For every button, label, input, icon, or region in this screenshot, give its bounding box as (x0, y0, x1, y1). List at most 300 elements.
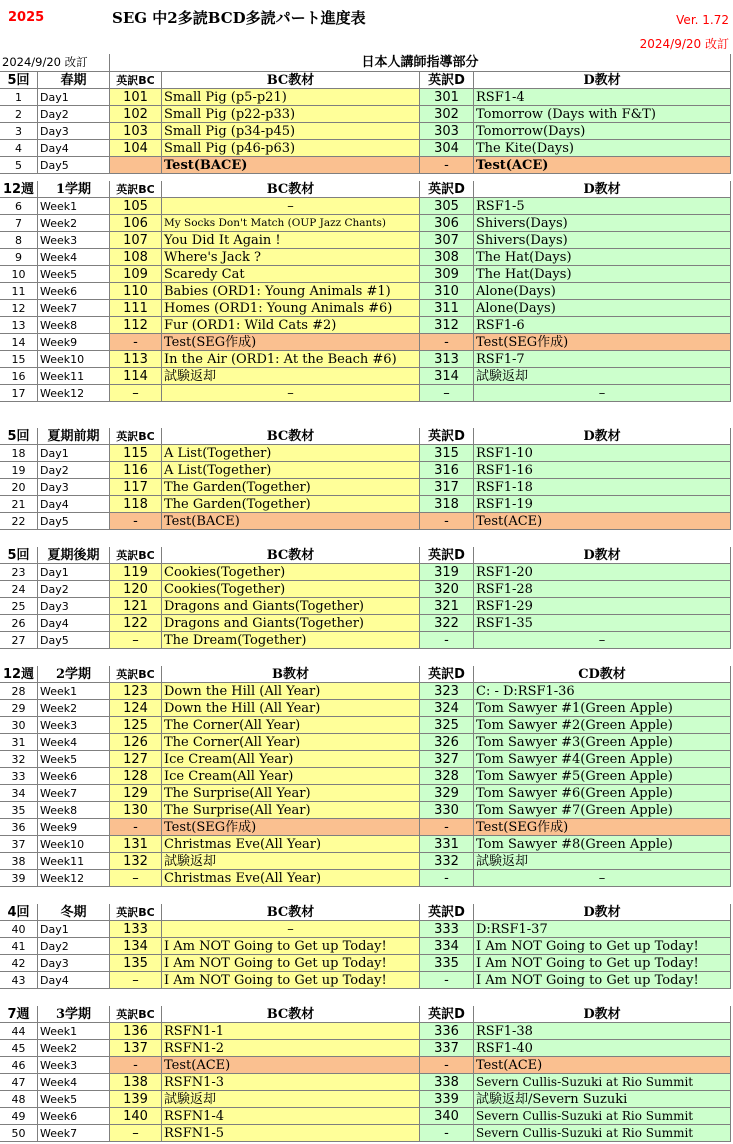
row-number: 26 (0, 615, 38, 632)
bc-material-header: BC教材 (162, 1006, 420, 1023)
section-term: 3学期 (38, 1006, 110, 1023)
bc-number: 135 (110, 955, 162, 972)
section-header-row (0, 666, 733, 683)
bc-number: 116 (110, 462, 162, 479)
d-material: Severn Cullis-Suzuki at Rio Summit (474, 1074, 731, 1091)
row-day: Day4 (38, 140, 110, 157)
table-row (0, 445, 733, 462)
row-number: 40 (0, 921, 38, 938)
bc-material: Test(BACE) (162, 157, 420, 174)
row-day: Week9 (38, 819, 110, 836)
bc-material-header: BC教材 (162, 547, 420, 564)
row-number: 39 (0, 870, 38, 887)
bc-number-header: 英訳BC (110, 1006, 162, 1023)
table-row (0, 368, 733, 385)
bc-material: RSFN1-5 (162, 1125, 420, 1142)
d-number: 328 (420, 768, 474, 785)
d-number: 337 (420, 1040, 474, 1057)
table-row (0, 462, 733, 479)
row-day: Week3 (38, 232, 110, 249)
row-day: Week5 (38, 751, 110, 768)
table-row (0, 351, 733, 368)
table-row (0, 751, 733, 768)
bc-number: 126 (110, 734, 162, 751)
d-material: RSF1-6 (474, 317, 731, 334)
d-material: – (474, 385, 731, 402)
bc-number: – (110, 385, 162, 402)
d-material-header: D教材 (474, 181, 731, 198)
bc-material: Down the Hill (All Year) (162, 700, 420, 717)
d-number: - (420, 632, 474, 649)
bc-number: 105 (110, 198, 162, 215)
table-row (0, 717, 733, 734)
d-number: 334 (420, 938, 474, 955)
bc-material: – (162, 385, 420, 402)
d-material: RSF1-20 (474, 564, 731, 581)
row-number: 8 (0, 232, 38, 249)
row-number: 14 (0, 334, 38, 351)
row-number: 41 (0, 938, 38, 955)
table-row (0, 615, 733, 632)
d-material-header: D教材 (474, 547, 731, 564)
row-day: Week10 (38, 836, 110, 853)
bc-material-header: B教材 (162, 666, 420, 683)
bc-material: – (162, 921, 420, 938)
row-day: Week5 (38, 1091, 110, 1108)
bc-number: - (110, 819, 162, 836)
bc-material: The Surprise(All Year) (162, 785, 420, 802)
row-number: 34 (0, 785, 38, 802)
bc-number: 103 (110, 123, 162, 140)
table-row (0, 734, 733, 751)
bc-number: 113 (110, 351, 162, 368)
row-day: Week2 (38, 215, 110, 232)
section-header-row (0, 181, 733, 198)
row-day: Day3 (38, 955, 110, 972)
table-row (0, 972, 733, 989)
row-number: 3 (0, 123, 38, 140)
revision-row (0, 36, 733, 54)
bc-material: Test(SEG作成) (162, 334, 420, 351)
section-count: 12週 (0, 666, 38, 683)
bc-number: – (110, 870, 162, 887)
bc-number: 139 (110, 1091, 162, 1108)
bc-number: 127 (110, 751, 162, 768)
d-material: – (474, 870, 731, 887)
d-number: - (420, 972, 474, 989)
row-number: 1 (0, 89, 38, 106)
d-material: Test(ACE) (474, 1057, 731, 1074)
bc-material: Cookies(Together) (162, 564, 420, 581)
row-number: 38 (0, 853, 38, 870)
bc-number: 124 (110, 700, 162, 717)
row-number: 10 (0, 266, 38, 283)
d-number-header: 英訳D (420, 547, 474, 564)
table-row (0, 598, 733, 615)
d-number: 315 (420, 445, 474, 462)
bc-material: Down the Hill (All Year) (162, 683, 420, 700)
row-number: 35 (0, 802, 38, 819)
d-material: RSF1-10 (474, 445, 731, 462)
table-row (0, 955, 733, 972)
row-number: 27 (0, 632, 38, 649)
d-number-header: 英訳D (420, 904, 474, 921)
row-number: 9 (0, 249, 38, 266)
bc-number: 121 (110, 598, 162, 615)
d-number: 326 (420, 734, 474, 751)
d-material: RSF1-7 (474, 351, 731, 368)
d-number: 332 (420, 853, 474, 870)
table-row (0, 802, 733, 819)
bc-number: 138 (110, 1074, 162, 1091)
row-day: Week7 (38, 785, 110, 802)
row-number: 6 (0, 198, 38, 215)
bc-material: Small Pig (p46-p63) (162, 140, 420, 157)
row-number: 37 (0, 836, 38, 853)
table-row (0, 317, 733, 334)
d-number: 335 (420, 955, 474, 972)
d-number: 307 (420, 232, 474, 249)
bc-material: A List(Together) (162, 462, 420, 479)
bc-material: Test(BACE) (162, 513, 420, 530)
d-material: RSF1-18 (474, 479, 731, 496)
bc-number: 120 (110, 581, 162, 598)
row-day: Day4 (38, 496, 110, 513)
row-day: Day1 (38, 921, 110, 938)
section-term: 夏期前期 (38, 428, 110, 445)
d-material: 試験返却/Severn Suzuki (474, 1091, 731, 1108)
page-title: SEG 中2多読BCD多読パート進度表 (112, 9, 366, 27)
bc-material: Small Pig (p22-p33) (162, 106, 420, 123)
table-row (0, 870, 733, 887)
row-number: 20 (0, 479, 38, 496)
bc-material: The Garden(Together) (162, 479, 420, 496)
bc-material: Scaredy Cat (162, 266, 420, 283)
row-day: Week6 (38, 1108, 110, 1125)
bc-material: Ice Cream(All Year) (162, 768, 420, 785)
table-row (0, 140, 733, 157)
d-number-header: 英訳D (420, 1006, 474, 1023)
d-material: Tom Sawyer #3(Green Apple) (474, 734, 731, 751)
table-row (0, 1074, 733, 1091)
row-day: Week3 (38, 717, 110, 734)
d-number: 305 (420, 198, 474, 215)
row-day: Day1 (38, 89, 110, 106)
d-number: 320 (420, 581, 474, 598)
row-number: 44 (0, 1023, 38, 1040)
d-number: 323 (420, 683, 474, 700)
section-count: 12週 (0, 181, 38, 198)
d-material-header: D教材 (474, 904, 731, 921)
bc-number: 133 (110, 921, 162, 938)
d-material-header: D教材 (474, 1006, 731, 1023)
bc-material: Ice Cream(All Year) (162, 751, 420, 768)
row-day: Week6 (38, 283, 110, 300)
section-header-row (0, 547, 733, 564)
d-number: 313 (420, 351, 474, 368)
d-number: - (420, 157, 474, 174)
table-row (0, 198, 733, 215)
d-number: – (420, 385, 474, 402)
d-material: Tomorrow (Days with F&T) (474, 106, 731, 123)
bc-material: Homes (ORD1: Young Animals #6) (162, 300, 420, 317)
d-number-header: 英訳D (420, 666, 474, 683)
table-row (0, 836, 733, 853)
bc-number-header: 英訳BC (110, 428, 162, 445)
table-row (0, 785, 733, 802)
bc-material: I Am NOT Going to Get up Today! (162, 955, 420, 972)
table-row (0, 564, 733, 581)
row-number: 50 (0, 1125, 38, 1142)
d-number: 310 (420, 283, 474, 300)
table-row (0, 1125, 733, 1142)
d-material: I Am NOT Going to Get up Today! (474, 938, 731, 955)
row-day: Day1 (38, 445, 110, 462)
section-header-row (0, 428, 733, 445)
d-number: 306 (420, 215, 474, 232)
d-number: - (420, 513, 474, 530)
bc-material: You Did It Again ! (162, 232, 420, 249)
d-material: RSF1-28 (474, 581, 731, 598)
bc-material: Christmas Eve(All Year) (162, 836, 420, 853)
section-count: 7週 (0, 1006, 38, 1023)
bc-number: - (110, 1057, 162, 1074)
bc-number-header: 英訳BC (110, 181, 162, 198)
d-material: Severn Cullis-Suzuki at Rio Summit (474, 1125, 731, 1142)
table-row (0, 819, 733, 836)
bc-number-header: 英訳BC (110, 904, 162, 921)
row-day: Day1 (38, 564, 110, 581)
row-day: Week4 (38, 734, 110, 751)
d-material: Tom Sawyer #2(Green Apple) (474, 717, 731, 734)
table-row (0, 1040, 733, 1057)
row-day: Week10 (38, 351, 110, 368)
bc-number: 132 (110, 853, 162, 870)
row-day: Week5 (38, 266, 110, 283)
row-number: 11 (0, 283, 38, 300)
d-number: 316 (420, 462, 474, 479)
row-number: 15 (0, 351, 38, 368)
bc-material: Test(SEG作成) (162, 819, 420, 836)
row-number: 48 (0, 1091, 38, 1108)
bc-number: 122 (110, 615, 162, 632)
table-row (0, 232, 733, 249)
d-material: Alone(Days) (474, 300, 731, 317)
bc-material: My Socks Don't Match (OUP Jazz Chants) (162, 215, 420, 232)
bc-number: – (110, 972, 162, 989)
section-term: 夏期後期 (38, 547, 110, 564)
row-day: Day4 (38, 615, 110, 632)
table-row (0, 157, 733, 174)
d-number: 302 (420, 106, 474, 123)
table-row (0, 1108, 733, 1125)
year-label: 2025 (8, 10, 45, 25)
section-count: 5回 (0, 72, 38, 89)
d-material: RSF1-4 (474, 89, 731, 106)
section-header-row (0, 904, 733, 921)
d-material: Test(SEG作成) (474, 819, 731, 836)
section-row (0, 54, 733, 72)
d-number: 311 (420, 300, 474, 317)
section-header-row (0, 1006, 733, 1023)
bc-number: 118 (110, 496, 162, 513)
row-day: Day3 (38, 598, 110, 615)
bc-number: 107 (110, 232, 162, 249)
bc-material: The Dream(Together) (162, 632, 420, 649)
d-material: RSF1-35 (474, 615, 731, 632)
bc-material: The Corner(All Year) (162, 734, 420, 751)
d-number: 309 (420, 266, 474, 283)
row-day: Week11 (38, 368, 110, 385)
d-material: RSF1-40 (474, 1040, 731, 1057)
row-number: 5 (0, 157, 38, 174)
bc-number: 114 (110, 368, 162, 385)
row-number: 25 (0, 598, 38, 615)
d-number: 319 (420, 564, 474, 581)
bc-number: 123 (110, 683, 162, 700)
section-term: 1学期 (38, 181, 110, 198)
bc-number: 129 (110, 785, 162, 802)
d-number: 304 (420, 140, 474, 157)
d-material: – (474, 632, 731, 649)
bc-number: 134 (110, 938, 162, 955)
bc-material: Fur (ORD1: Wild Cats #2) (162, 317, 420, 334)
table-row (0, 632, 733, 649)
row-number: 24 (0, 581, 38, 598)
row-number: 7 (0, 215, 38, 232)
bc-number: 112 (110, 317, 162, 334)
row-number: 31 (0, 734, 38, 751)
table-row (0, 496, 733, 513)
d-material: Tomorrow(Days) (474, 123, 731, 140)
table-row (0, 283, 733, 300)
row-day: Day2 (38, 106, 110, 123)
d-material: Severn Cullis-Suzuki at Rio Summit (474, 1108, 731, 1125)
d-number: 314 (420, 368, 474, 385)
d-material: Shivers(Days) (474, 215, 731, 232)
d-material: Tom Sawyer #5(Green Apple) (474, 768, 731, 785)
d-material: 試験返却 (474, 853, 731, 870)
bc-material: I Am NOT Going to Get up Today! (162, 938, 420, 955)
d-material-header: CD教材 (474, 666, 731, 683)
bc-material: Where's Jack ? (162, 249, 420, 266)
d-material: 試験返却 (474, 368, 731, 385)
d-number: 322 (420, 615, 474, 632)
d-material: RSF1-38 (474, 1023, 731, 1040)
row-day: Day2 (38, 581, 110, 598)
d-number: 324 (420, 700, 474, 717)
d-number: 308 (420, 249, 474, 266)
row-day: Week12 (38, 870, 110, 887)
bc-number: - (110, 513, 162, 530)
bc-number: 119 (110, 564, 162, 581)
bc-number: - (110, 334, 162, 351)
bc-number: 110 (110, 283, 162, 300)
bc-material: The Garden(Together) (162, 496, 420, 513)
bc-material: 試験返却 (162, 853, 420, 870)
bc-material: – (162, 198, 420, 215)
d-material: Shivers(Days) (474, 232, 731, 249)
d-number-header: 英訳D (420, 181, 474, 198)
row-day: Week1 (38, 1023, 110, 1040)
table-row (0, 249, 733, 266)
d-number: 333 (420, 921, 474, 938)
d-material: RSF1-29 (474, 598, 731, 615)
bc-number-header: 英訳BC (110, 547, 162, 564)
d-material: The Hat(Days) (474, 266, 731, 283)
d-material: C: - D:RSF1-36 (474, 683, 731, 700)
row-number: 23 (0, 564, 38, 581)
row-number: 32 (0, 751, 38, 768)
bc-number: 108 (110, 249, 162, 266)
table-row (0, 89, 733, 106)
row-day: Day3 (38, 479, 110, 496)
bc-number: 128 (110, 768, 162, 785)
bc-material-header: BC教材 (162, 72, 420, 89)
row-number: 42 (0, 955, 38, 972)
d-number-header: 英訳D (420, 428, 474, 445)
d-material: Tom Sawyer #1(Green Apple) (474, 700, 731, 717)
row-day: Week6 (38, 768, 110, 785)
row-number: 46 (0, 1057, 38, 1074)
table-row (0, 700, 733, 717)
section-term: 冬期 (38, 904, 110, 921)
d-material-header: D教材 (474, 428, 731, 445)
row-day: Week7 (38, 300, 110, 317)
bc-material: RSFN1-3 (162, 1074, 420, 1091)
revision-left-label: 2024/9/20 改訂 (0, 54, 110, 72)
row-number: 21 (0, 496, 38, 513)
row-day: Week3 (38, 1057, 110, 1074)
d-number: - (420, 334, 474, 351)
row-day: Week1 (38, 683, 110, 700)
bc-number: – (110, 1125, 162, 1142)
table-row (0, 581, 733, 598)
bc-number: 136 (110, 1023, 162, 1040)
bc-material: RSFN1-2 (162, 1040, 420, 1057)
table-row (0, 921, 733, 938)
d-number: 303 (420, 123, 474, 140)
row-day: Week12 (38, 385, 110, 402)
d-material: Alone(Days) (474, 283, 731, 300)
section-count: 4回 (0, 904, 38, 921)
bc-number: 111 (110, 300, 162, 317)
bc-material: Test(ACE) (162, 1057, 420, 1074)
d-number: 317 (420, 479, 474, 496)
table-row (0, 266, 733, 283)
bc-number: 115 (110, 445, 162, 462)
bc-number: 117 (110, 479, 162, 496)
row-day: Week2 (38, 1040, 110, 1057)
d-material: I Am NOT Going to Get up Today! (474, 955, 731, 972)
row-day: Week9 (38, 334, 110, 351)
table-row (0, 513, 733, 530)
row-number: 36 (0, 819, 38, 836)
bc-number: 106 (110, 215, 162, 232)
row-number: 2 (0, 106, 38, 123)
bc-material-header: BC教材 (162, 428, 420, 445)
row-number: 49 (0, 1108, 38, 1125)
row-number: 28 (0, 683, 38, 700)
row-day: Week8 (38, 317, 110, 334)
d-number: - (420, 1125, 474, 1142)
row-day: Day5 (38, 632, 110, 649)
row-number: 47 (0, 1074, 38, 1091)
d-number: 330 (420, 802, 474, 819)
row-day: Week4 (38, 1074, 110, 1091)
bc-material: The Corner(All Year) (162, 717, 420, 734)
version-label: Ver. 1.72 (676, 13, 729, 27)
